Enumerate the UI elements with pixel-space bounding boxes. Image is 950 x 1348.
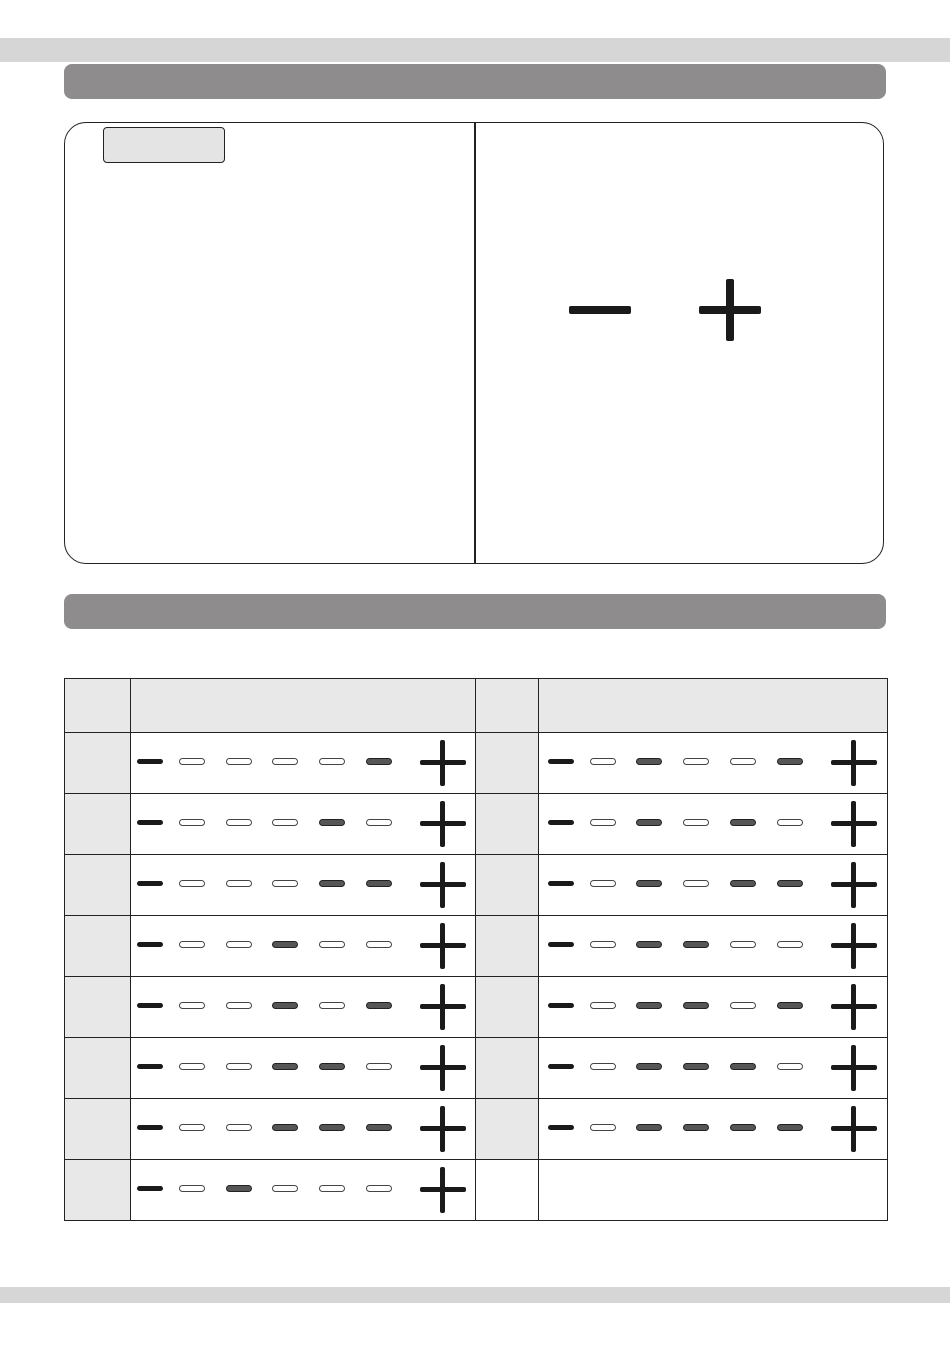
segment-lit bbox=[730, 880, 756, 887]
segment-lit bbox=[636, 1124, 662, 1131]
indicator-right-6 bbox=[539, 1038, 887, 1098]
minus-icon bbox=[137, 1003, 163, 1008]
segment-lit bbox=[319, 1124, 345, 1131]
segment-lit bbox=[272, 1002, 298, 1009]
segment-unlit bbox=[319, 758, 345, 765]
segment-unlit bbox=[777, 819, 803, 826]
segment-unlit bbox=[226, 941, 252, 948]
segment-unlit bbox=[272, 758, 298, 765]
minus-icon bbox=[548, 1064, 574, 1069]
display-cell-right bbox=[539, 733, 888, 794]
segment-lit bbox=[636, 1002, 662, 1009]
minus-icon bbox=[137, 881, 163, 886]
segment-lit bbox=[366, 1002, 392, 1009]
segment-unlit bbox=[730, 1002, 756, 1009]
display-cell-right bbox=[539, 1160, 888, 1221]
segment-lit bbox=[319, 1063, 345, 1070]
segment-lit bbox=[366, 1124, 392, 1131]
level-table bbox=[64, 678, 888, 1221]
minus-icon bbox=[548, 1125, 574, 1130]
level-cell-right bbox=[476, 794, 539, 855]
segment-unlit bbox=[179, 941, 205, 948]
minus-icon bbox=[569, 306, 631, 314]
minus-icon bbox=[137, 759, 163, 764]
minus-icon bbox=[137, 1064, 163, 1069]
segment-unlit bbox=[590, 1002, 616, 1009]
level-cell-left bbox=[65, 794, 131, 855]
display-cell-right bbox=[539, 1038, 888, 1099]
section-header-bar-2 bbox=[64, 594, 886, 629]
segment-unlit bbox=[179, 1185, 205, 1192]
level-cell-left bbox=[65, 1160, 131, 1221]
table-row bbox=[65, 916, 888, 977]
segment-lit bbox=[636, 941, 662, 948]
indicator-right-5 bbox=[539, 977, 887, 1037]
level-cell-right bbox=[476, 733, 539, 794]
plus-icon bbox=[420, 740, 466, 786]
segment-lit bbox=[683, 1002, 709, 1009]
display-cell-left bbox=[131, 855, 476, 916]
segment-unlit bbox=[272, 1185, 298, 1192]
display-cell-right bbox=[539, 794, 888, 855]
segment-unlit bbox=[319, 1185, 345, 1192]
level-cell-left bbox=[65, 1099, 131, 1160]
plus-icon bbox=[831, 1106, 877, 1152]
segment-lit bbox=[777, 1002, 803, 1009]
segment-unlit bbox=[272, 819, 298, 826]
segment-unlit bbox=[226, 758, 252, 765]
segment-unlit bbox=[590, 880, 616, 887]
level-cell-right bbox=[476, 855, 539, 916]
table-row bbox=[65, 1160, 888, 1221]
level-cell-left bbox=[65, 916, 131, 977]
segment-lit bbox=[226, 1185, 252, 1192]
segment-unlit bbox=[590, 819, 616, 826]
level-cell-right bbox=[476, 1038, 539, 1099]
minus-icon bbox=[137, 820, 163, 825]
panel-divider bbox=[474, 123, 476, 563]
segment-unlit bbox=[319, 941, 345, 948]
display-cell-left bbox=[131, 1038, 476, 1099]
minus-icon bbox=[137, 1186, 163, 1191]
header-display-right bbox=[539, 679, 888, 733]
segment-unlit bbox=[777, 941, 803, 948]
segment-unlit bbox=[366, 819, 392, 826]
plus-icon bbox=[831, 801, 877, 847]
indicator-left-4 bbox=[131, 916, 475, 976]
table-row bbox=[65, 855, 888, 916]
segment-lit bbox=[272, 1063, 298, 1070]
indicator-right-7 bbox=[539, 1099, 887, 1159]
segment-unlit bbox=[366, 1185, 392, 1192]
segment-lit bbox=[366, 880, 392, 887]
table-row bbox=[65, 1038, 888, 1099]
segment-lit bbox=[683, 1063, 709, 1070]
minus-icon bbox=[548, 942, 574, 947]
plus-icon bbox=[420, 1167, 466, 1213]
plus-icon bbox=[420, 862, 466, 908]
table-row bbox=[65, 977, 888, 1038]
plus-icon bbox=[420, 1045, 466, 1091]
segment-unlit bbox=[179, 880, 205, 887]
segment-unlit bbox=[730, 941, 756, 948]
segment-unlit bbox=[226, 819, 252, 826]
segment-unlit bbox=[226, 1002, 252, 1009]
indicator-left-8 bbox=[131, 1160, 475, 1220]
bottom-band bbox=[0, 1287, 950, 1303]
level-cell-left bbox=[65, 977, 131, 1038]
display-cell-left bbox=[131, 733, 476, 794]
plus-icon bbox=[420, 801, 466, 847]
table-row bbox=[65, 733, 888, 794]
segment-unlit bbox=[590, 758, 616, 765]
segment-lit bbox=[636, 1063, 662, 1070]
level-cell-right bbox=[476, 1099, 539, 1160]
indicator-left-3 bbox=[131, 855, 475, 915]
display-cell-right bbox=[539, 916, 888, 977]
level-cell-right bbox=[476, 1160, 539, 1221]
level-cell-left bbox=[65, 733, 131, 794]
plus-icon bbox=[699, 279, 761, 341]
indicator-left-7 bbox=[131, 1099, 475, 1159]
indicator-right-3 bbox=[539, 855, 887, 915]
plus-icon bbox=[420, 1106, 466, 1152]
display-cell-left bbox=[131, 1160, 476, 1221]
display-cell-right bbox=[539, 1099, 888, 1160]
plus-icon bbox=[420, 923, 466, 969]
segment-unlit bbox=[683, 758, 709, 765]
segment-unlit bbox=[179, 1124, 205, 1131]
display-cell-left bbox=[131, 916, 476, 977]
segment-lit bbox=[730, 819, 756, 826]
indicator-left-2 bbox=[131, 794, 475, 854]
plus-icon bbox=[831, 740, 877, 786]
level-cell-right bbox=[476, 916, 539, 977]
minus-icon bbox=[548, 759, 574, 764]
segment-unlit bbox=[226, 880, 252, 887]
segment-lit bbox=[683, 1124, 709, 1131]
level-cell-left bbox=[65, 855, 131, 916]
minus-icon bbox=[548, 881, 574, 886]
label-box bbox=[103, 127, 225, 163]
segment-unlit bbox=[777, 1063, 803, 1070]
instruction-panel bbox=[64, 122, 884, 564]
segment-lit bbox=[777, 758, 803, 765]
segment-unlit bbox=[179, 1063, 205, 1070]
plus-icon bbox=[420, 984, 466, 1030]
minus-icon bbox=[137, 1125, 163, 1130]
segment-lit bbox=[683, 941, 709, 948]
header-level-right bbox=[476, 679, 539, 733]
segment-unlit bbox=[683, 819, 709, 826]
segment-unlit bbox=[590, 1063, 616, 1070]
segment-lit bbox=[272, 941, 298, 948]
section-header-bar-1 bbox=[64, 64, 886, 99]
level-cell-right bbox=[476, 977, 539, 1038]
segment-lit bbox=[319, 880, 345, 887]
table-header-row bbox=[65, 679, 888, 733]
segment-unlit bbox=[319, 1002, 345, 1009]
segment-unlit bbox=[590, 1124, 616, 1131]
plus-icon bbox=[831, 1045, 877, 1091]
display-cell-right bbox=[539, 977, 888, 1038]
segment-unlit bbox=[366, 1063, 392, 1070]
segment-lit bbox=[366, 758, 392, 765]
level-cell-left bbox=[65, 1038, 131, 1099]
top-band bbox=[0, 38, 950, 62]
segment-lit bbox=[636, 819, 662, 826]
minus-icon bbox=[548, 820, 574, 825]
segment-lit bbox=[272, 1124, 298, 1131]
segment-unlit bbox=[226, 1063, 252, 1070]
plus-icon bbox=[831, 862, 877, 908]
indicator-right-4 bbox=[539, 916, 887, 976]
segment-unlit bbox=[226, 1124, 252, 1131]
segment-unlit bbox=[590, 941, 616, 948]
segment-unlit bbox=[272, 880, 298, 887]
indicator-left-5 bbox=[131, 977, 475, 1037]
minus-icon bbox=[137, 942, 163, 947]
display-cell-left bbox=[131, 1099, 476, 1160]
display-cell-left bbox=[131, 977, 476, 1038]
segment-unlit bbox=[179, 819, 205, 826]
segment-lit bbox=[636, 880, 662, 887]
table-row bbox=[65, 794, 888, 855]
display-cell-right bbox=[539, 855, 888, 916]
segment-unlit bbox=[366, 941, 392, 948]
segment-unlit bbox=[683, 880, 709, 887]
segment-unlit bbox=[179, 1002, 205, 1009]
header-level-left bbox=[65, 679, 131, 733]
minus-icon bbox=[548, 1003, 574, 1008]
segment-lit bbox=[730, 1063, 756, 1070]
indicator-right-2 bbox=[539, 794, 887, 854]
display-cell-left bbox=[131, 794, 476, 855]
segment-lit bbox=[777, 880, 803, 887]
segment-lit bbox=[636, 758, 662, 765]
indicator-left-6 bbox=[131, 1038, 475, 1098]
indicator-right-1 bbox=[539, 733, 887, 793]
header-display-left bbox=[131, 679, 476, 733]
segment-unlit bbox=[179, 758, 205, 765]
plus-icon bbox=[831, 923, 877, 969]
segment-lit bbox=[730, 1124, 756, 1131]
plus-icon bbox=[831, 984, 877, 1030]
indicator-left-1 bbox=[131, 733, 475, 793]
segment-unlit bbox=[730, 758, 756, 765]
segment-lit bbox=[777, 1124, 803, 1131]
segment-lit bbox=[319, 819, 345, 826]
table-row bbox=[65, 1099, 888, 1160]
